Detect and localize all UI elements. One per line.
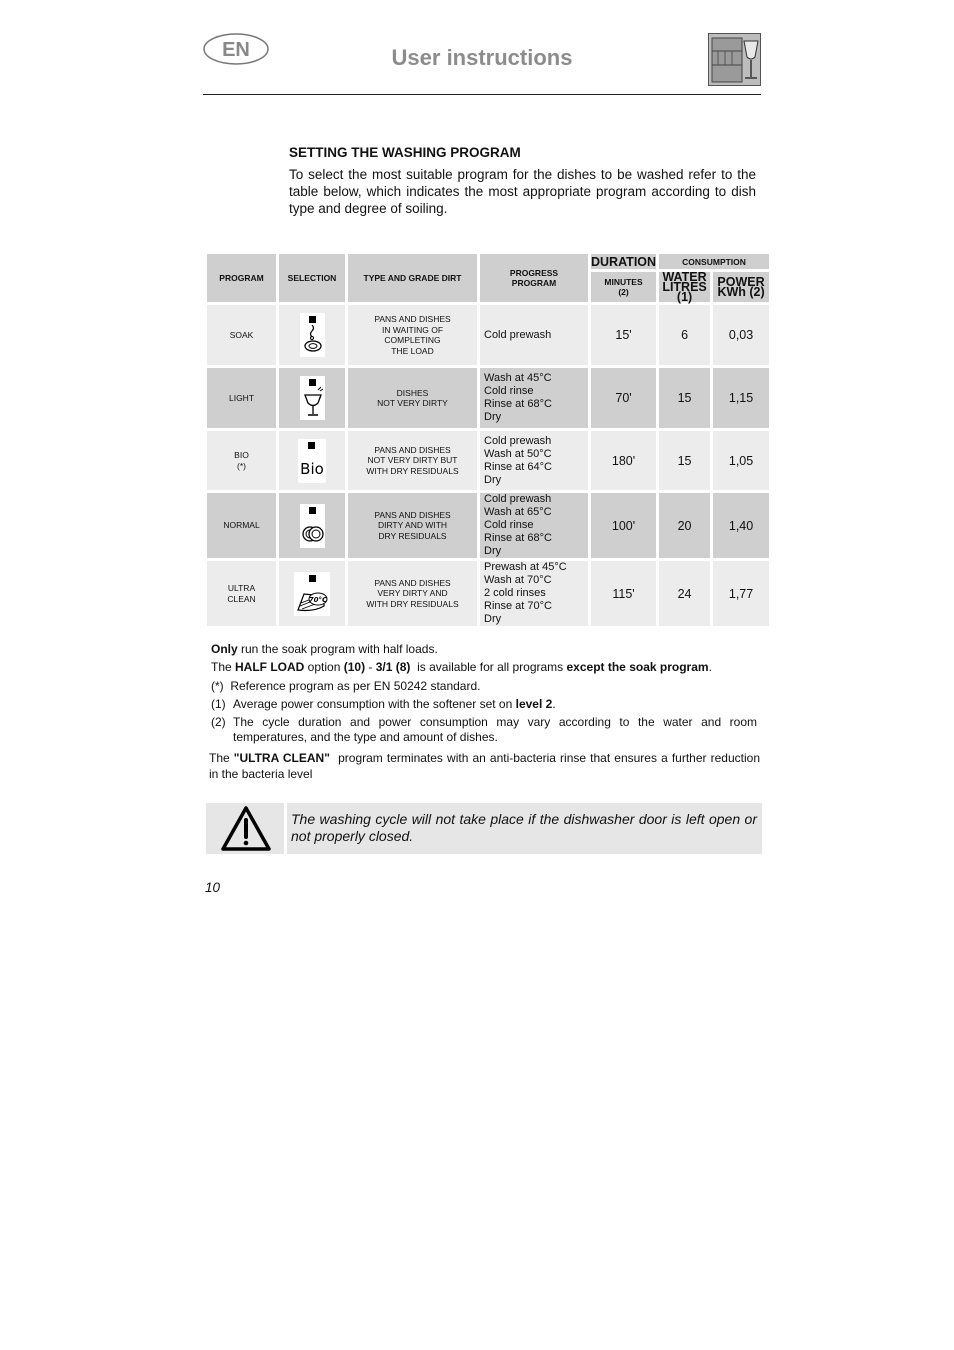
selection-cell [279,305,345,365]
table-row [207,561,769,626]
pot-70-icon [294,572,330,616]
water-cell: 20 [659,493,710,558]
power-cell: 1,15 [713,368,769,428]
header-power: POWER KWh (2) [713,272,769,302]
language-badge [203,32,269,66]
type-cell: PANS AND DISHES IN WAITING OF COMPLETING THE LOAD [348,305,477,365]
progress-cell: Wash at 45°C Cold rinse Rinse at 68°C Dry [480,368,588,428]
page-header-title: User instructions [391,45,573,70]
program-name: SOAK [207,305,276,365]
water-cell: 15 [659,431,710,490]
header-duration: DURATION [591,254,657,269]
water-cell: 15 [659,368,710,428]
program-name: ULTRA CLEAN [207,561,276,626]
program-name: BIO (*) [207,431,276,490]
water-cell: 6 [659,305,710,365]
program-name: LIGHT [207,368,276,428]
note-reference: (*) Reference program as per EN 50242 standard. [211,678,481,693]
header-water: WATER LITRES (1) [659,272,710,302]
power-cell: 1,05 [713,431,769,490]
type-cell: DISHES NOT VERY DIRTY [348,368,477,428]
selection-cell [279,431,345,490]
dishwasher-with-glass-icon [708,33,761,86]
warning-triangle-icon [206,803,284,854]
minutes-cell: 15' [591,305,656,365]
header-minutes: MINUTES (2) [591,272,656,302]
intro-paragraph: To select the most suitable program for the dishes to be washed refer to the table below, which indicates the most appropriate program according to dish type and degree of soiling. [289,167,756,216]
header-divider [203,94,761,95]
bio-icon [298,439,326,483]
header-selection: SELECTION [279,254,345,302]
svg-text:EN: EN [222,39,250,61]
program-table [204,251,772,629]
minutes-cell: 100' [591,493,656,558]
power-cell: 1,77 [713,561,769,626]
selection-cell [279,368,345,428]
header-program: PROGRAM [207,254,276,302]
minutes-cell: 70' [591,368,656,428]
soak-dishes-icon [300,313,325,357]
progress-cell: Cold prewash [480,305,588,365]
water-cell: 24 [659,561,710,626]
svg-text:Bio: Bio [300,459,324,478]
progress-cell: Cold prewash Wash at 65°C Cold rinse Rinse at 68°C Dry [480,493,588,558]
program-name: NORMAL [207,493,276,558]
note-1: (1) Average power consumption with the softener set on level 2. [211,696,556,711]
note-half-load: The HALF LOAD option (10) - 3/1 (8) is available for all programs except the soak program. [211,660,712,675]
type-cell: PANS AND DISHES NOT VERY DIRTY BUT WITH DRY RESIDUALS [348,431,477,490]
header-type: TYPE AND GRADE DIRT [348,254,477,302]
table-row [207,368,769,428]
type-cell: PANS AND DISHES VERY DIRTY AND WITH DRY RESIDUALS [348,561,477,626]
note-only: Only run the soak program with half loads. [211,642,438,656]
progress-cell: Cold prewash Wash at 50°C Rinse at 64°C Dry [480,431,588,490]
minutes-cell: 180' [591,431,656,490]
section-heading: SETTING THE WASHING PROGRAM [289,145,521,160]
dishes-icon [300,504,325,548]
type-cell: PANS AND DISHES DIRTY AND WITH DRY RESIDUALS [348,493,477,558]
page-number: 10 [205,880,221,895]
glass-icon [300,376,325,420]
power-cell: 1,40 [713,493,769,558]
notes-block [211,640,757,745]
warning-text: The washing cycle will not take place if the dishwasher door is left open or not properly closed. [291,811,757,844]
note-2: (2) The cycle duration and power consumption may vary according to the water and room temperatures, and the type and amount of dishes. [211,715,757,745]
power-cell: 0,03 [713,305,769,365]
table-row [207,431,769,490]
warning-icon-box [206,803,284,854]
selection-cell [279,561,345,626]
warning-box [287,803,762,854]
table-row [207,493,769,558]
header-progress: PROGRESS PROGRAM [480,254,588,302]
minutes-cell: 115' [591,561,656,626]
svg-text:70°C: 70°C [308,595,328,604]
progress-cell: Prewash at 45°C Wash at 70°C 2 cold rinses Rinse at 70°C Dry [480,561,588,626]
selection-cell [279,493,345,558]
table-row [207,305,769,365]
header-consumption: CONSUMPTION [659,254,769,269]
ultra-clean-note: The "ULTRA CLEAN" program terminates with an anti-bacteria rinse that ensures a further reduction in the bacteria level [209,751,764,781]
